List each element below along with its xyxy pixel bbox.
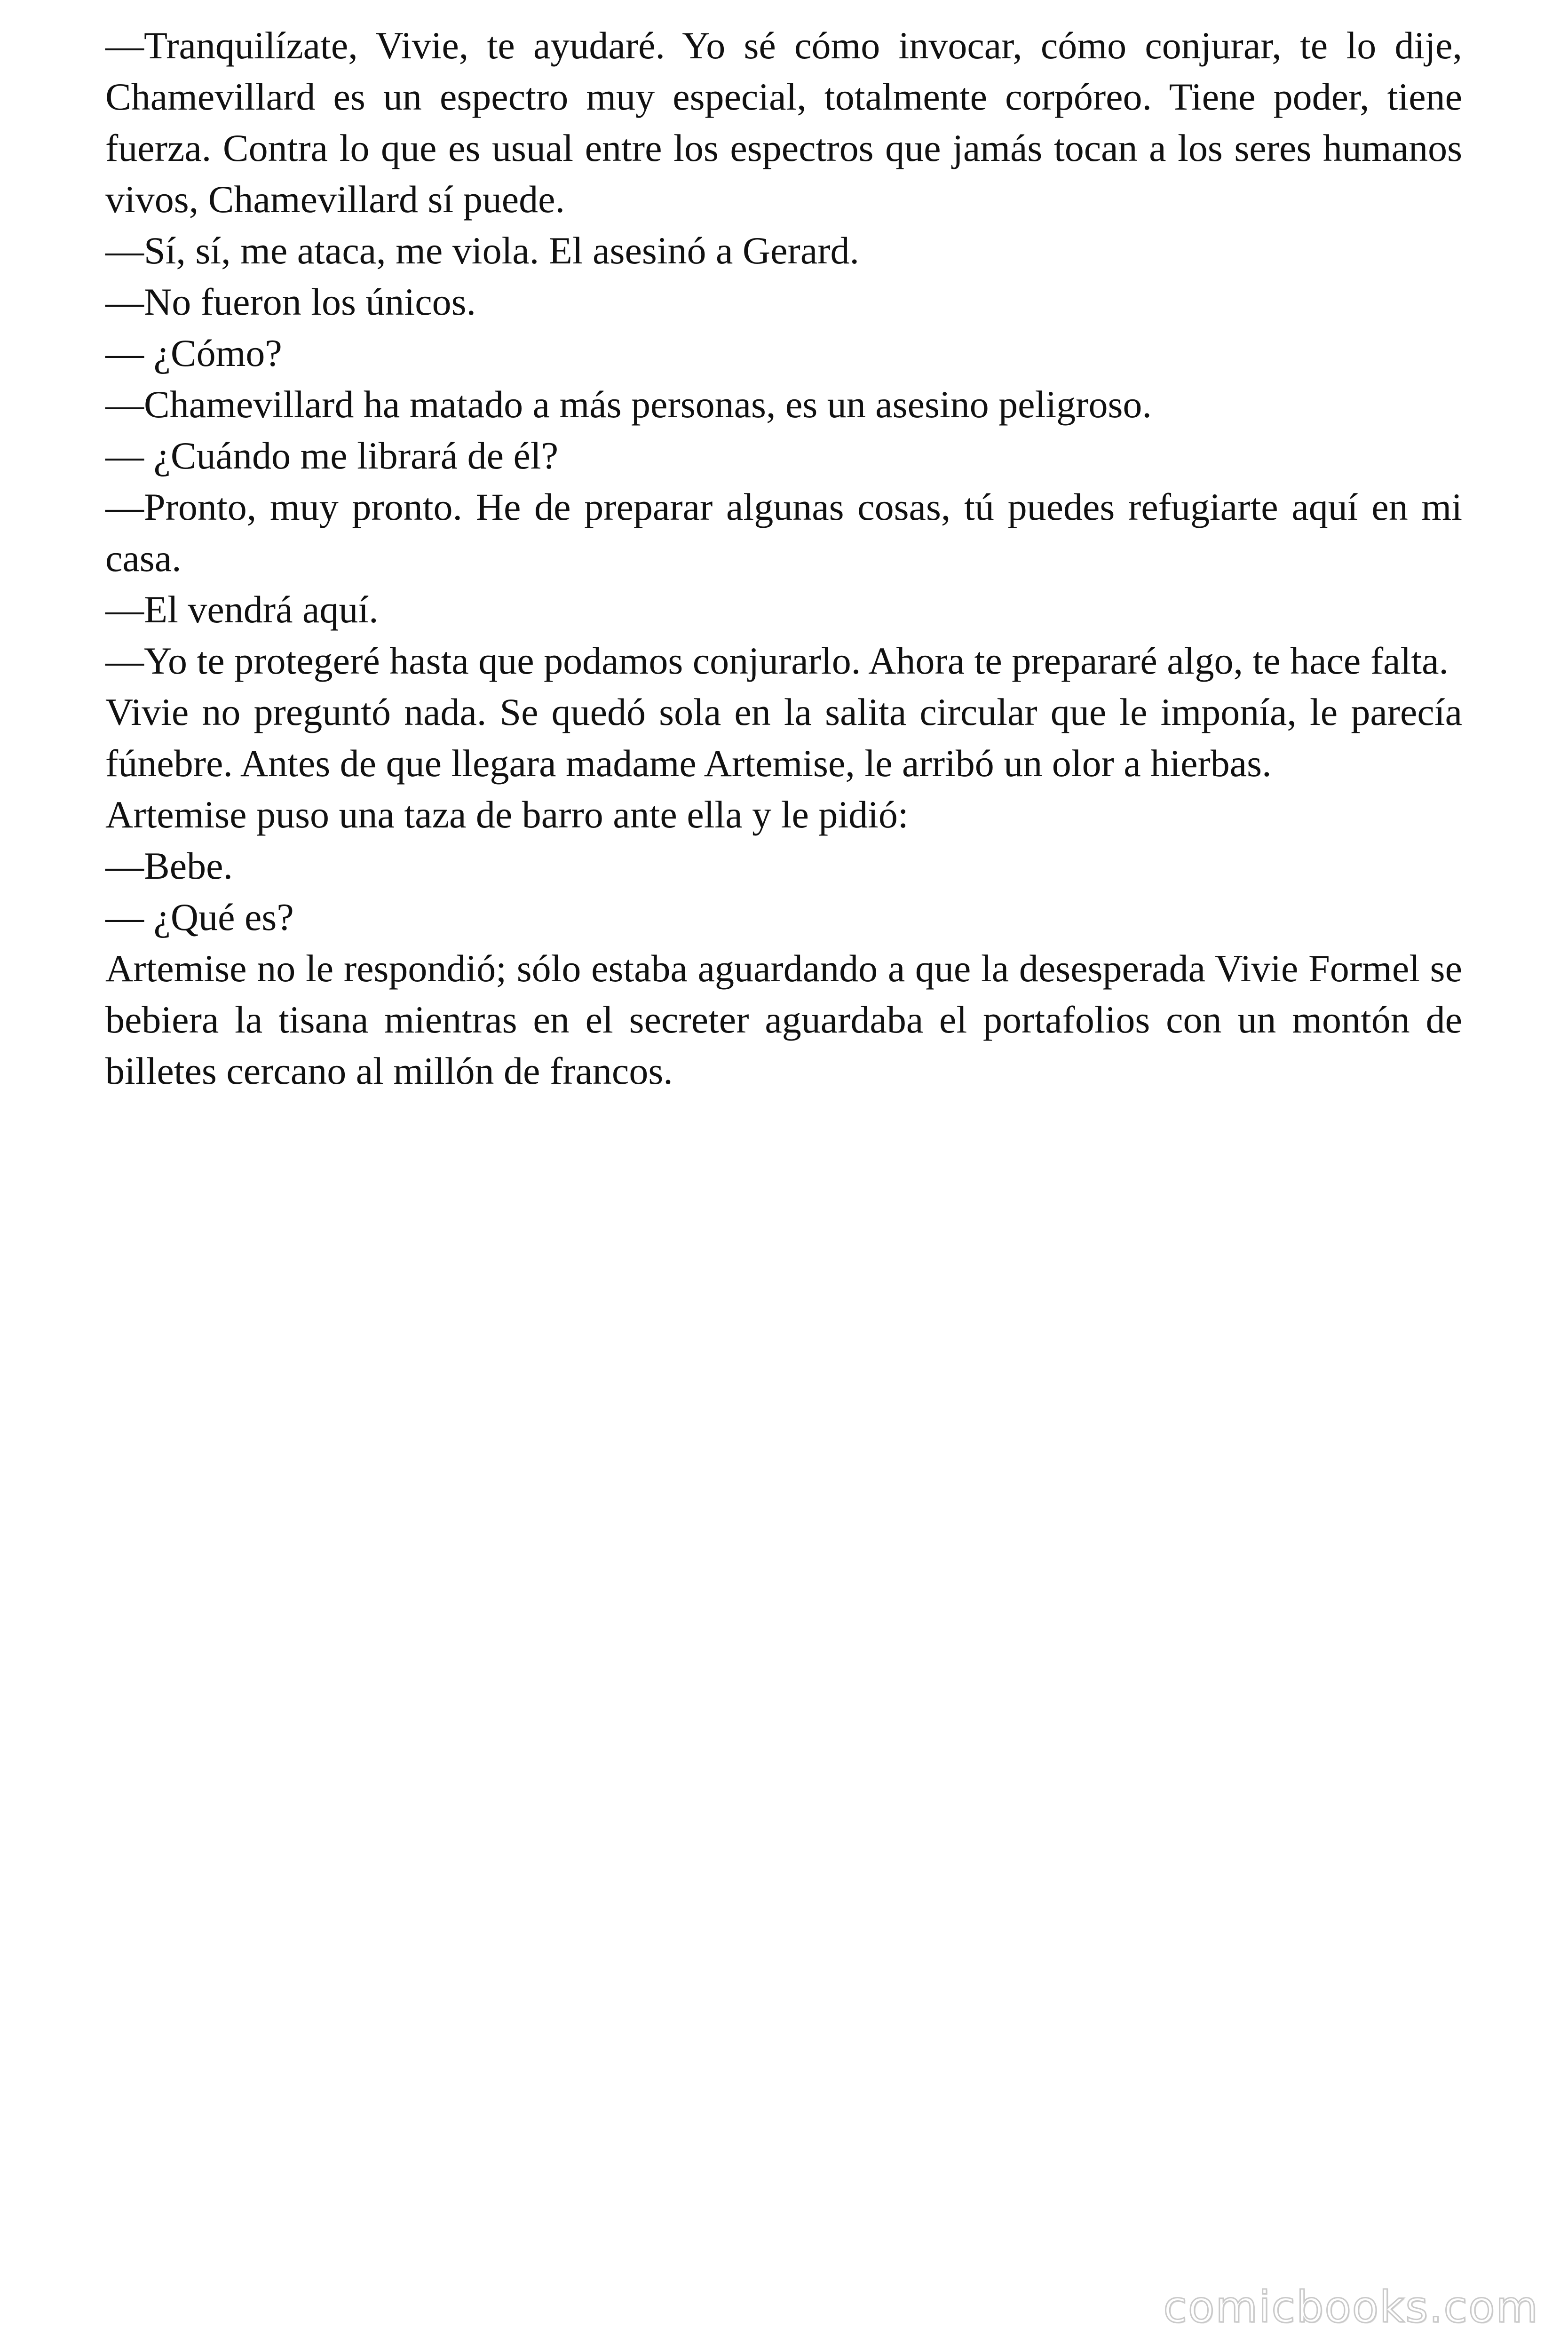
paragraph: —No fueron los únicos. — [105, 280, 476, 323]
paragraph: — ¿Qué es? — [105, 896, 294, 938]
paragraph: —Pronto, muy pronto. He de preparar algunas cosas, tú puedes refugiarte aquí en mi casa. — [105, 485, 1462, 580]
paragraph: —Bebe. — [105, 844, 233, 887]
paragraph: — ¿Cuándo me librará de él? — [105, 434, 559, 477]
paragraph: —Tranquilízate, Vivie, te ayudaré. Yo sé cómo invocar, cómo conjurar, te lo dije, Chamevillard es un espectro muy especial, totalmente corpóreo. Tiene poder, tiene fuerza. Contra lo que es usual entre los espectros que jamás tocan a los seres humanos vivos, Chamevillard sí puede. — [105, 24, 1462, 221]
paragraph: Vivie no preguntó nada. Se quedó sola en la salita circular que le imponía, le parecía fúnebre. Antes de que llegara madame Artemise, le arribó un olor a hierbas. — [105, 691, 1462, 785]
body-text — [105, 20, 1462, 1097]
paragraph: Artemise puso una taza de barro ante ella y le pidió: — [105, 793, 909, 836]
paragraph: —El vendrá aquí. — [105, 588, 379, 631]
watermark-text: comicbooks.com — [1163, 2282, 1539, 2332]
paragraph: — ¿Cómo? — [105, 332, 282, 374]
paragraph: —Yo te protegeré hasta que podamos conjurarlo. Ahora te prepararé algo, te hace falta. — [105, 639, 1449, 682]
paragraph: Artemise no le respondió; sólo estaba aguardando a que la desesperada Vivie Formel se bebiera la tisana mientras en el secreter aguardaba el portafolios con un montón de billetes cercano al millón de francos. — [105, 947, 1462, 1092]
paragraph: —Sí, sí, me ataca, me viola. El asesinó a Gerard. — [105, 229, 860, 272]
paragraph: —Chamevillard ha matado a más personas, es un asesino peligroso. — [105, 383, 1152, 426]
